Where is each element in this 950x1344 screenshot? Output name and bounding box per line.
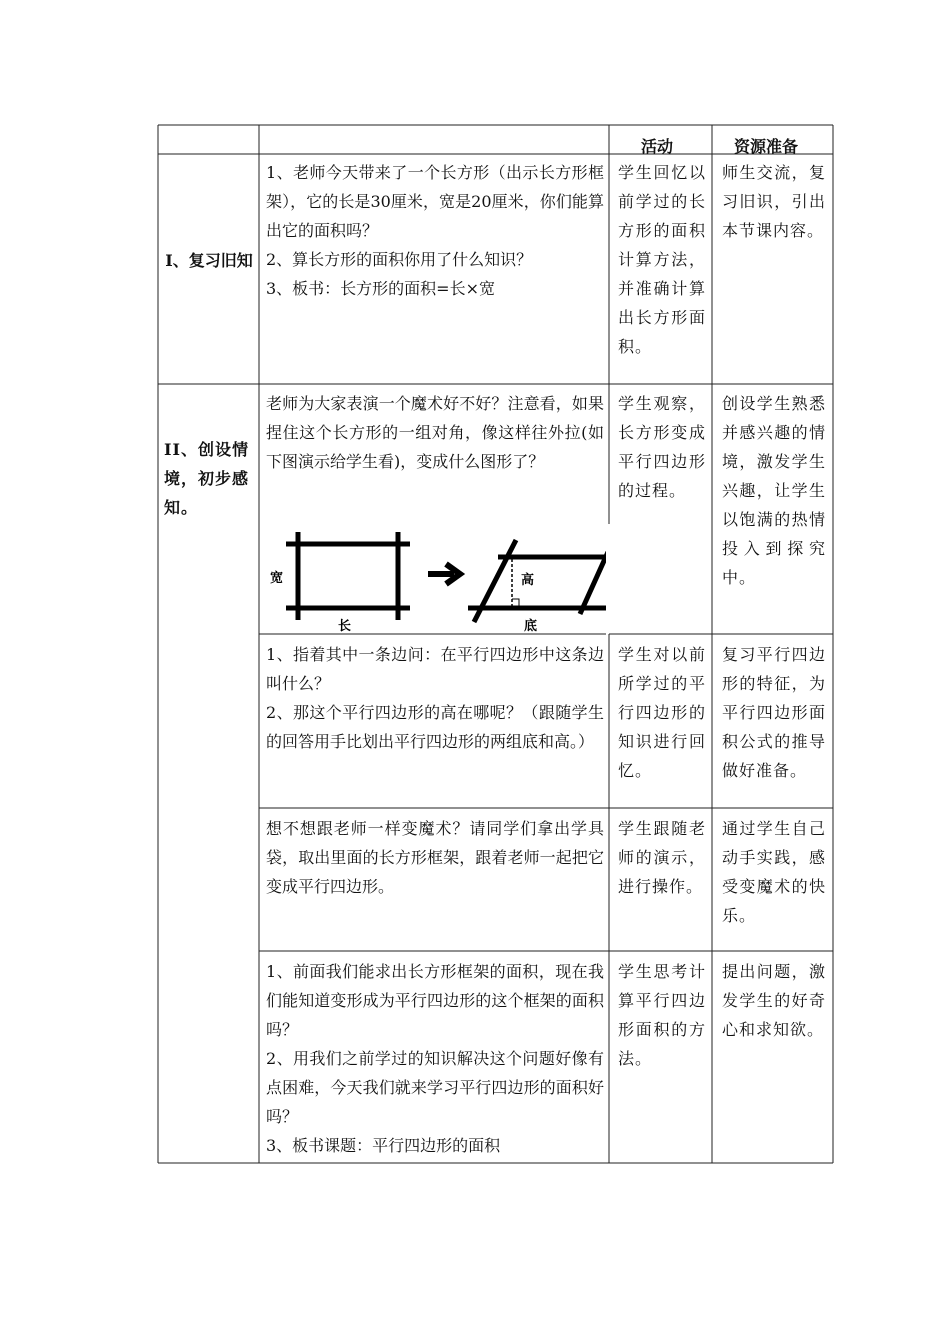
row2-activity: 学生观察，长方形变成平行四边形的过程。 [618, 394, 706, 500]
row5-content [266, 957, 604, 1160]
row4-content [266, 814, 604, 901]
row5-line-1: 1、前面我们能求出长方形框架的面积，现在我们能知道变形成为平行四边形的这个框架的面积吗？ [266, 962, 604, 1039]
row2-content [266, 389, 604, 476]
row3-resources: 复习平行四边形的特征，为平行四边形面积公式的推导做好准备。 [722, 645, 826, 780]
height-marker [512, 559, 519, 606]
row1-line-2: 2、算长方形的面积你用了什么知识？ [266, 250, 533, 269]
row2-line-1: 老师为大家表演一个魔术好不好？注意看，如果捏住这个长方形的一组对角，像这样往外拉(如下图演示给学生看)，变成什么图形了？ [266, 394, 604, 471]
phase-review [162, 246, 256, 275]
phase-scenario: II、创设情境，初步感知。 [164, 440, 250, 517]
row1-activity: 学生回忆以前学过的长方形的面积计算方法，并准确计算出长方形面积。 [618, 163, 706, 356]
row3-line-2: 2、那这个平行四边形的高在哪呢？（跟随学生的回答用手比划出平行四边形的两组底和高。） [266, 703, 604, 751]
row1-line-1: 1、老师今天带来了一个长方形（出示长方形框架），它的长是30厘米，宽是20厘米，你们能算出它的面积吗？ [266, 163, 604, 240]
row2-resources: 创设学生熟悉并感兴趣的情境，激发学生兴趣，让学生以饱满的热情投入到探究中。 [722, 394, 826, 587]
para-base-label: 底 [524, 619, 538, 634]
row5-activity: 学生思考计算平行四边形面积的方法。 [618, 962, 706, 1068]
rectangle-to-parallelogram-figure [268, 522, 606, 634]
row5-line-2: 2、用我们之前学过的知识解决这个问题好像有点困难，今天我们就来学习平行四边形的面积好吗？ [266, 1049, 604, 1126]
parallelogram-frame [468, 540, 606, 622]
para-height-label: 高 [521, 573, 535, 588]
header-activity: 活动 [641, 137, 674, 156]
row1-line-3: 3、板书：长方形的面积=长×宽 [266, 279, 495, 298]
row3-content [266, 640, 604, 756]
row5-resources: 提出问题，激发学生的好奇心和求知欲。 [722, 962, 826, 1039]
row3-activity: 学生对以前所学过的平行四边形的知识进行回忆。 [618, 645, 706, 780]
row4-line-1: 想不想跟老师一样变魔术？请同学们拿出学具袋，取出里面的长方形框架，跟着老师一起把它变成平行四边形。 [266, 819, 604, 896]
header-resources: 资源准备 [734, 137, 799, 156]
row3-line-1: 1、指着其中一条边问：在平行四边形中这条边叫什么？ [266, 645, 604, 693]
row1-content [266, 158, 604, 303]
row5-line-3: 3、板书课题：平行四边形的面积 [266, 1136, 501, 1155]
rect-width-label: 宽 [270, 571, 284, 586]
rectangle-frame [286, 532, 410, 620]
right-arrow-icon [428, 564, 460, 584]
row4-activity: 学生跟随老师的演示，进行操作。 [618, 819, 706, 896]
phase-review-label: I、复习旧知 [165, 251, 253, 270]
row1-resources: 师生交流，复习旧识，引出本节课内容。 [722, 163, 826, 240]
rect-length-label: 长 [338, 619, 352, 634]
row4-resources: 通过学生自己动手实践，感受变魔术的快乐。 [722, 819, 826, 925]
